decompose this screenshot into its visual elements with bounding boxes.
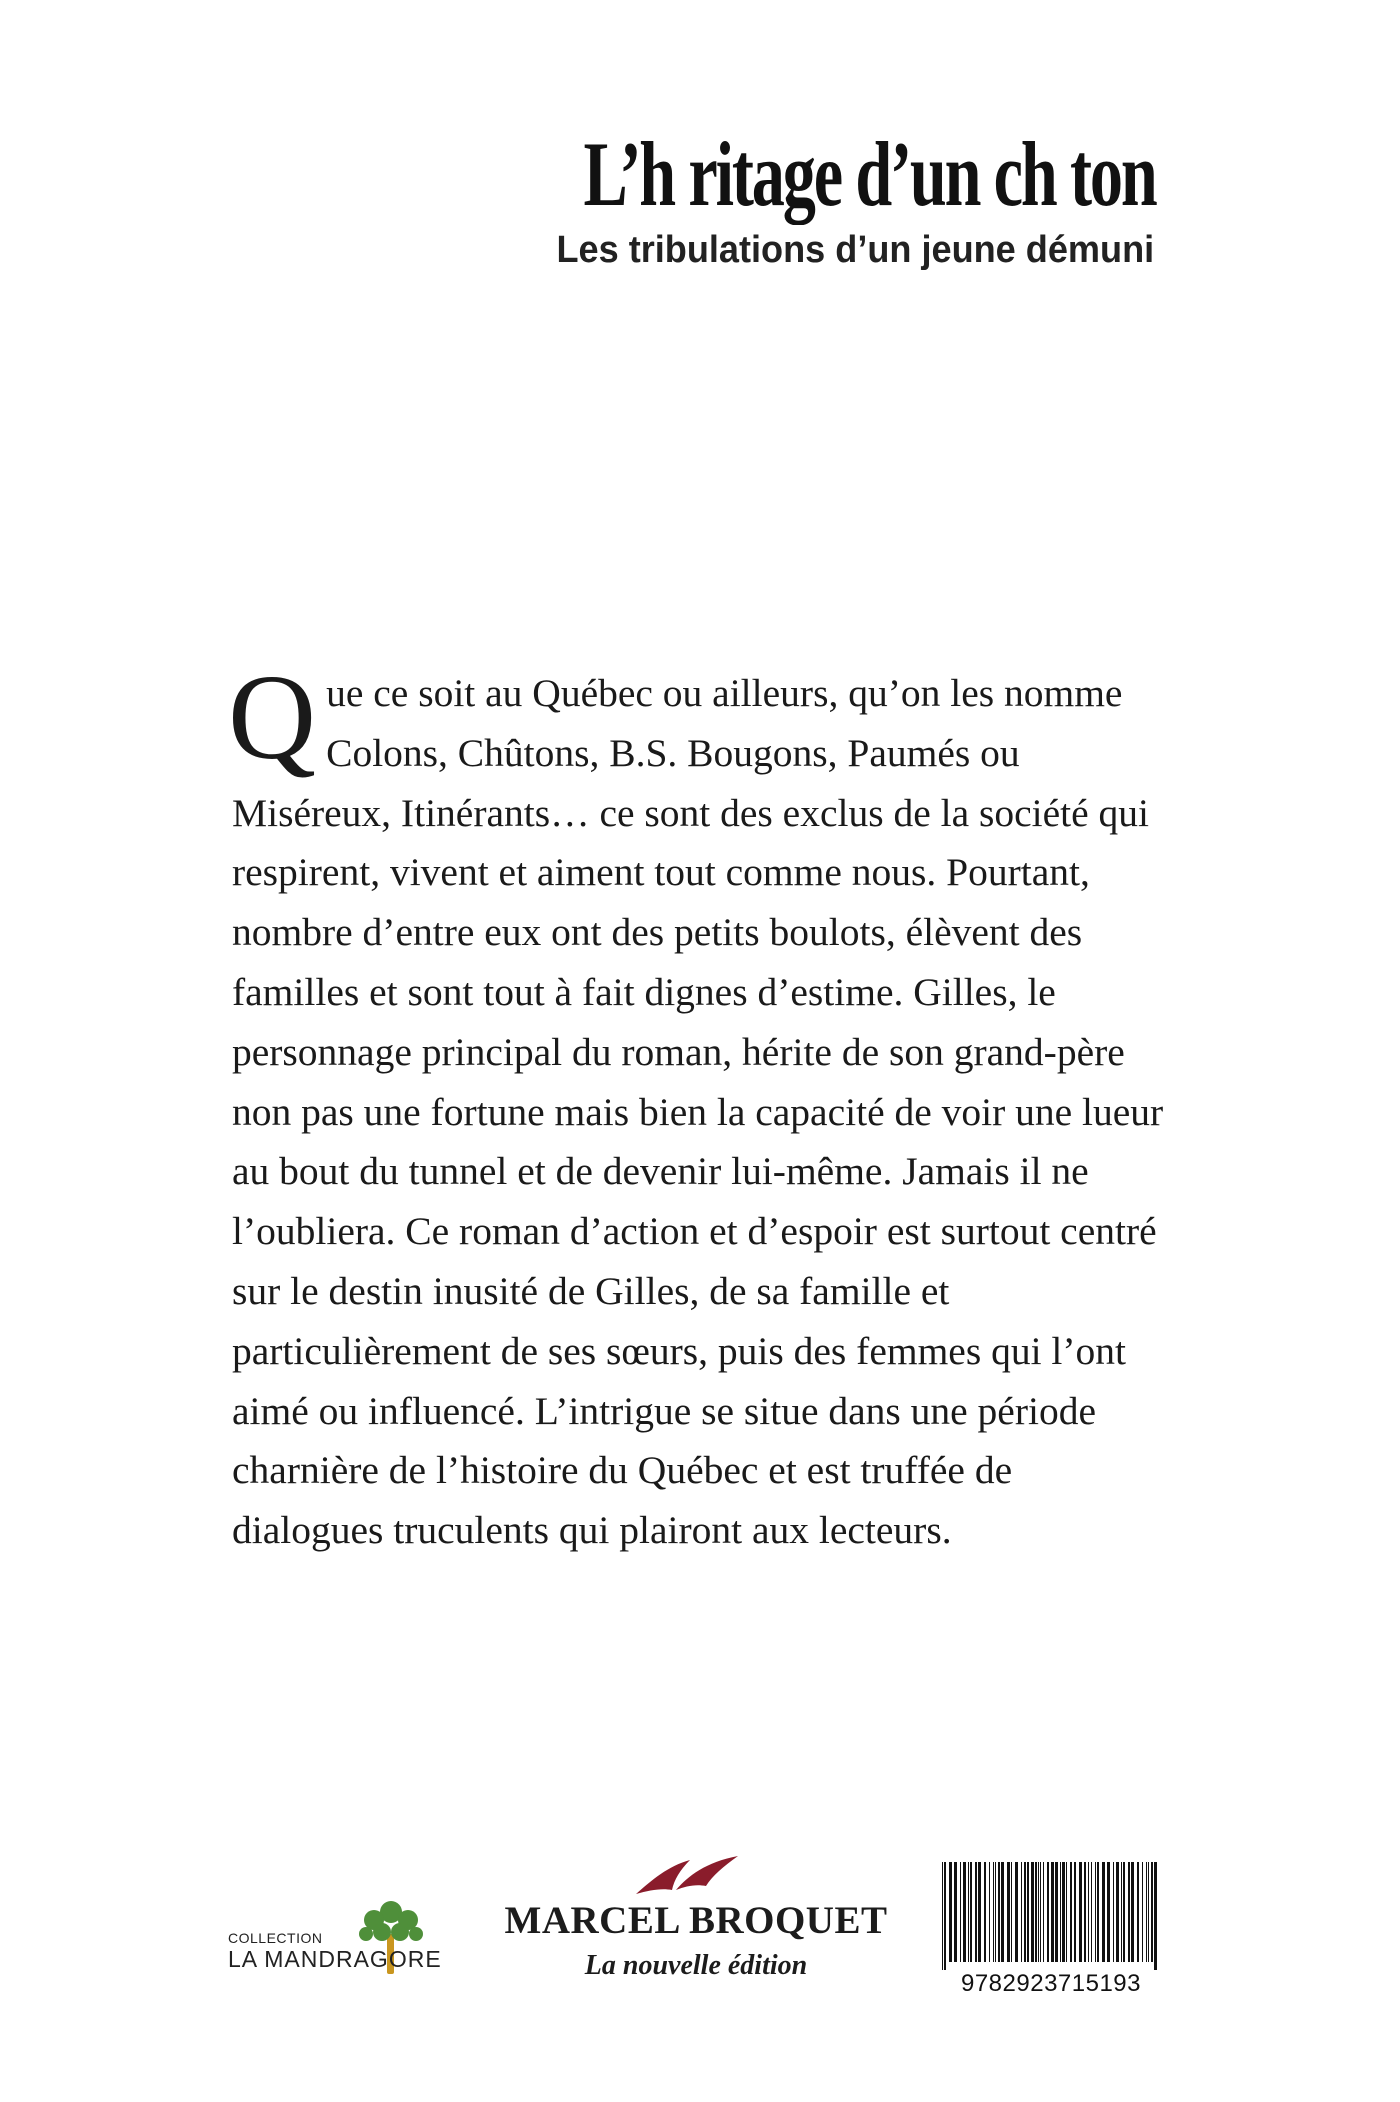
collection-logo [228,1928,488,2000]
book-subtitle: Les tribulations d’un jeune démuni [556,229,1154,271]
isbn-number: 9782923715193 [960,1970,1142,1997]
drop-cap: Q [228,650,317,785]
publisher-logo [496,1850,896,1981]
blurb-paragraph [228,650,1172,1561]
barcode-bars [940,1862,1162,1970]
collection-name: LA MANDRAGORE [228,1946,442,1972]
cover-footer [0,1850,1400,2030]
blurb-text: ue ce soit au Québec ou ailleurs, qu’on les nomme Colons, Chûtons, B.S. Bougons, Paumés ou Miséreux, Itinérants… ce sont des exclus de la société qui respirent, vivent et aiment tout comme nous. Pourtant, nombre d’entre eux ont des petits boulots, élèvent des familles et sont tout à fait dignes d’estime. Gilles, le personnage principal du roman, hérite de son grand-père non pas une fortune mais bien la capacité de voir une lueur au bout du tunnel et de devenir lui-même. Jamais il ne l’oubliera. Ce roman d’action et d’espoir est surtout centré sur le destin inusité de Gilles, de sa famille et particulièrement de ses sœurs, puis des femmes qui l’ont aimé ou influencé. L’intrigue se situe dans une période charnière de l’histoire du Québec et est truffée de dialogues truculents qui plairont aux lecteurs. [232,671,1164,1553]
collection-label: COLLECTION [228,1930,323,1946]
isbn-barcode [940,1862,1162,2002]
publisher-tagline: La nouvelle édition [584,1950,808,1981]
book-title: L’h ritage d’un ch ton [583,123,1156,225]
bird-icon [632,1850,742,1900]
publisher-name: MARCEL BROQUET [504,1899,888,1942]
